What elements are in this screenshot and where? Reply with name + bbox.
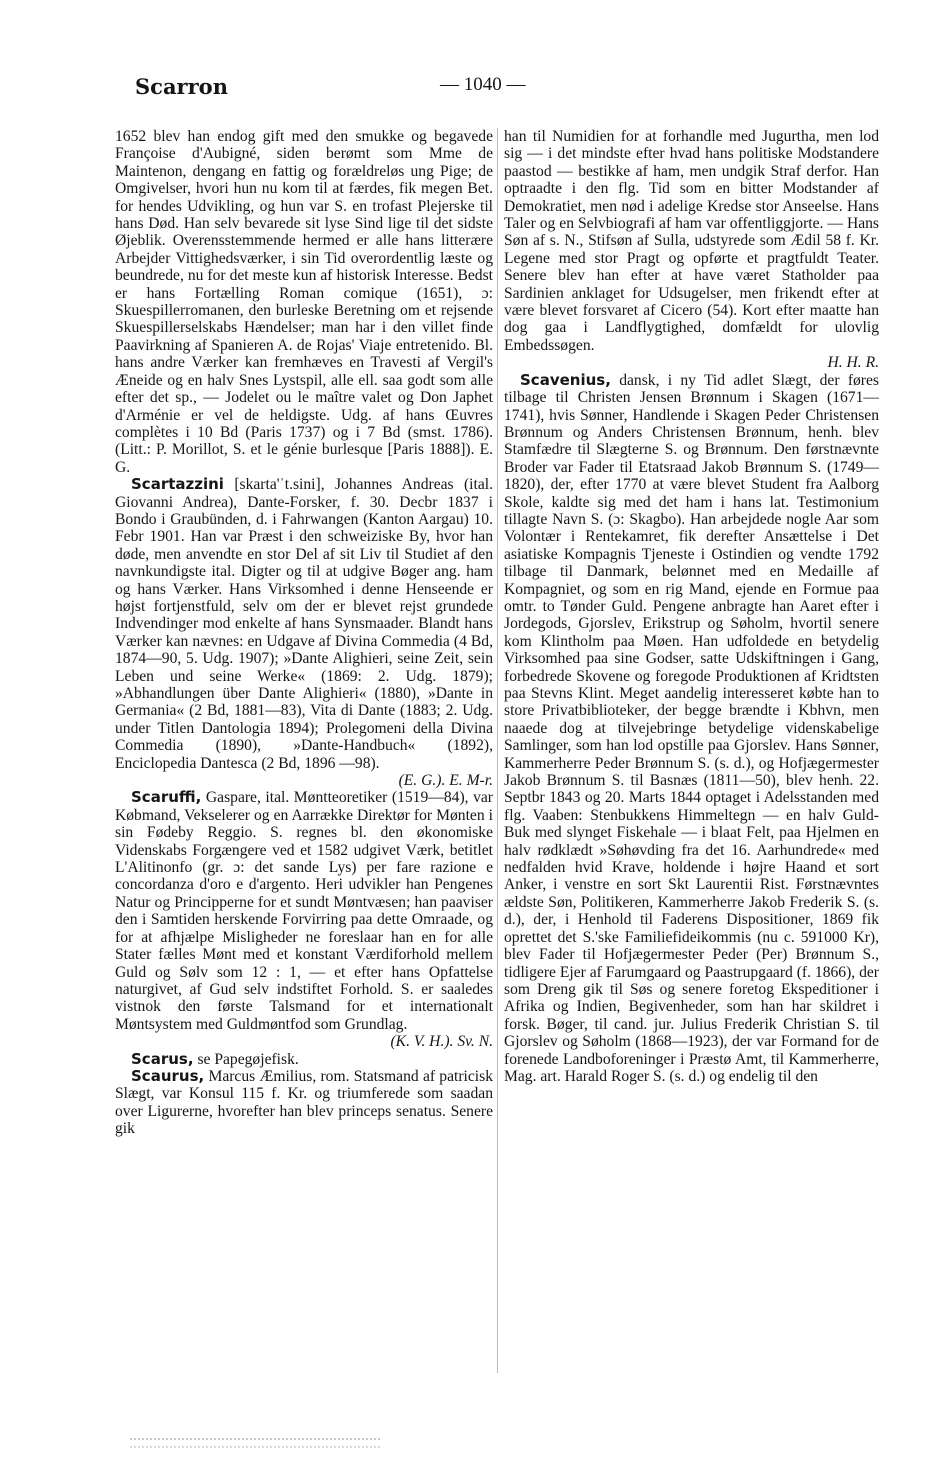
entry-scartazzini <box>115 476 493 789</box>
bleed-through-mark <box>130 1438 380 1448</box>
left-column <box>115 128 493 1138</box>
page-number: — 1040 — <box>440 74 526 95</box>
right-column <box>504 128 879 1085</box>
scarron-entry-continuation: 1652 blev han endog gift med den smukke og begavede Françoise d'Aubigné, siden berømt som Mme de Maintenon, dengang en fattig og forældreløs ung Pige; de Omgivelser, hvori hun nu kom til at færdes, fik megen Bet. for hendes Udvikling, og hun var S. en trofast Plejerske til hans Død. Han selv bevarede sit lyse Sind lige til det sidste Øjeblik. Overensstemmende hermed er alle hans litterære Arbejder Vittighedsværker, i sin Tid overordentlig læste og beundrede, nu for det meste kun af historisk Interesse. Bedst er hans Fortælling Roman comique (1651), ɔ: Skuespillerromanen, den burleske Beretning om et rejsende Skuespillerselskabs Hændelser; man har i den villet finde Paavirkning af Spanieren A. de Rojas' Viaje entretenido. Bl. hans andre Værker kan fremhæves en Travesti af Vergil's Æneide og en halv Snes Lystspil, alle ell. saa godt som alle efter det sp., — Jodelet ou le maître valet og Don Japhet d'Arménie er vel de heldigste. Udg. af hans Œuvres complètes i 10 Bd (Paris 1737) og i 7 Bd (smst. 1786). (Litt.: P. Morillot, S. et le génie burlesque [Paris 1888]). E. G. <box>115 128 493 476</box>
running-title: Scarron <box>135 74 228 99</box>
headword-scarus: Scarus, <box>131 1049 194 1068</box>
headword-scaurus: Scaurus, <box>131 1066 205 1085</box>
entry-text: dansk, i ny Tid adlet Slægt, der føres tilbage til Christen Jensen Brønnum i Skagen (1671—1741), hvis Sønner, Handlende i Skagen Peder Christensen Brønnum og Anders Christensen Brønnum, henh. blev Stamfædre til Slægterne S. og Brønnum. Den førstnævnte Broder var Fader til Etatsraad Jakob Brønnum S. (1749—1820), der, efter 1770 at være blevet Student fra Aalborg Skole, kaldte sig med det ham i hans lat. Testimonium tillagte Navn S. (ɔ: Skagbo). Han arbejdede nogle Aar som Volontær i Rentekamret, fik derefter Ansættelse i Det asiatiske Kompagnis Tjeneste i Ostindien og vendte 1792 tilbage til Danmark, belønnet med en Medaille af Kompagniet, og som en rig Mand, ejende en Formue paa omtr. to Tønder Guld. Pengene anbragte han Aaret efter i Jordegods, Gjorslev, Erikstrup og Søholm, hvortil senere kom Klintholm paa Møen. Han udfoldede en betydelig Virksomhed paa sine Godser, satte Udskiftningen i Gang, forbedrede Skovene og foregode Produktionen af Kridtsten paa Stevns Klint. Meget aandelig interesseret købte han to store Privatbiblioteker, der begge brændte i Kbhvn, men naaede dog at tilvejebringe betydelige videnskabelige Samlinger, som han lod opstille paa Gjorslev. Hans Sønner, Kammerherre Peder Brønnum S. (s. d.), og Hofjægermester Jakob Brønnum S. til Basnæs (1811—50), blev henh. 22. Septbr 1843 og 20. Marts 1844 optaget i Adelsstanden med flg. Vaaben: Stenbukkens Himmeltegn — en halv Guld-Buk med slynget Fiskehale — i blaat Felt, paa Hjelmen en halv rødklædt »Søhøvding fra det 16. Aarhundrede« med nedfalden hvid Krave, holdende i højre Haand et sort Anker, i venstre en sort Skt Laurentii Rist. Førstnævntes ældste Søn, Politikeren, Kammerherre Jakob Frederik S. (s. d.), der, i Henhold til Faderens Dispositioner, 1869 fik oprettet det S.'ske Familiefideikommis (nu c. 591000 Kr), blev Fader til Hofjægermester Peder (Per) Brønnum S., tidligere Ejer af Farumgaard og Paastrupgaard (f. 1866), der som Dreng gik til Søs og senere foretog Ekspeditioner i Afrika og Indien, Begivenheder, som han har skildret i forsk. Bøger, til cand. jur. Julius Frederik Christian S. til Gjorslev og Søholm (1868—1923), der var Formand for de forenede Landboforeninger i Præstø Amt, til Kammerherre, Mag. art. Harald Roger S. (s. d.) og endelig til den <box>504 371 879 1085</box>
entry-text: Marcus Æmilius, rom. Statsmand af patricisk Slægt, var Konsul 115 f. Kr. og triumferede som saadan over Ligurerne, hvorefter han blev princeps senatus. Senere gik <box>115 1067 493 1138</box>
entry-text: [skarta'ˈt.sini], Johannes Andreas (ital. Giovanni Andrea), Dante-Forsker, f. 30. Decbr 1837 i Bondo i Graubünden, d. i Fahrwangen (Kanton Aargau) 10. Febr 1901. Han var Præst i den schweiziske By, hvor han døde, men anvendte en stor Del af sit Liv til Studiet af den navnkundigste ital. Digter og til at udgive Bøger ang. ham og hans Værker. Hans Virksomhed i denne Henseende er højst fortjenstfuld, selv om der er blevet rejst grundede Indvendinger mod enkelte af hans Synsmaader. Blandt hans Værker kan nævnes: en Udgave af Divina Commedia (4 Bd, 1874—90, 5. Udg. 1907); »Dante Alighieri, seine Zeit, sein Leben und seine Werke« (1869: 2. Udg. 1879); »Abhandlungen über Dante Alighieri« (1880), »Dante in Germania« (2 Bd, 1881—83), Vita di Dante (1883; 2. Udg. under Titlen Dantologia 1894); Prolegomeni della Divina Commedia (1890), »Dante-Handbuch« (1892), Enciclopedia Dantesca (2 Bd, 1896 —98). <box>115 476 493 772</box>
entry-scaurus <box>115 1068 493 1138</box>
author-signature: (K. V. H.). Sv. N. <box>390 1033 493 1051</box>
headword-scaruffi: Scaruffi, <box>131 788 202 807</box>
page-header <box>135 70 835 110</box>
entry-text: han til Numidien for at forhandle med Jugurtha, men lod sig — i det mindste efter hvad hans politiske Modstandere paastod — bestikke af ham, men undgik Straf derfor. Han optraadte i den flg. Tid som en bitter Modstander af Demokratiet, men nød i adelige Kredse stor Anseelse. Hans Taler og en Selvbiografi af ham var offentliggjorte. — Hans Søn af s. N., Stifsøn af Sulla, udstyrede som Ædil 58 f. Kr. Legene med stor Pragt og opførte et pragtfuldt Teater. Senere blev han efter at have været Statholder paa Sardinien anklaget for Udsugelser, men frikendt efter at være blevet forsvaret af Cicero (54). Kort efter maatte han dog gaa i Landflygtighed, domfældt for ulovlig Embedssøgen. <box>504 128 879 354</box>
author-signature: H. H. R. <box>827 354 879 372</box>
entry-scavenius <box>504 372 879 1086</box>
author-signature: (E. G.). E. M-r. <box>398 772 493 790</box>
entry-text: Gaspare, ital. Møntteoretiker (1519—84), var Købmand, Vekselerer og en Aarrække Direktør for Mønten i sin Fødeby Reggio. S. regnes bl. den økonomiske Videnskabs Forgængere ved et 1582 udgivet Værk, betitlet L'Alitinonfo (gr. ɔ: det sande Lys) per fare razione e concordanza d'oro e d'argento. Heri udvikler han Pengenes Natur og Principperne for et sundt Møntvæsen; han paaviser den i Samtiden herskende Forvirring paa dette Omraade, og for at afhjælpe Misligheder ne foreslaar han en for alle Stater fælles Mønt med et konstant Værdiforhold mellem Guld og Sølv som 12 : 1, — et efter hans Opfattelse naturgivet, af Gud selv indstiftet Forhold. S. er saaledes vistnok den første Talsmand for et internationalt Møntsystem med Guldmøntfod som Grundlag. <box>115 789 493 1033</box>
headword-scartazzini: Scartazzini <box>131 475 224 494</box>
entry-text: se Papegøjefisk. <box>197 1050 299 1068</box>
entry-scaruffi <box>115 789 493 1050</box>
scaurus-entry-continuation <box>504 128 879 372</box>
entry-scarus <box>115 1051 493 1068</box>
headword-scavenius: Scavenius, <box>520 370 611 389</box>
column-divider <box>497 128 498 1373</box>
